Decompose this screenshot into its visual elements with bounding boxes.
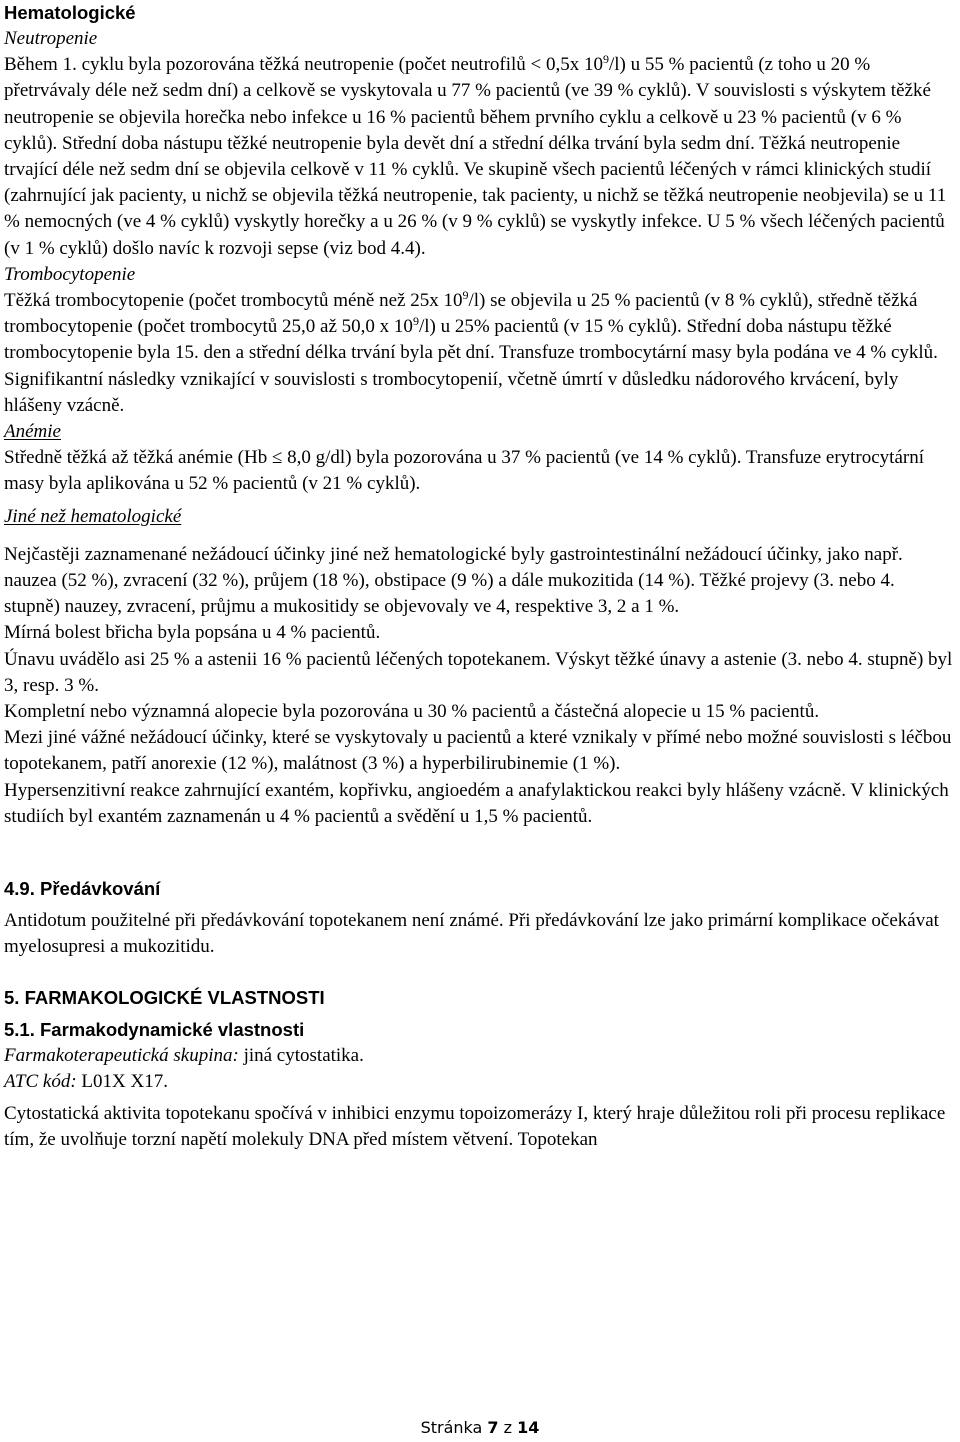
paragraph-non-hematologic-1: Nejčastěji zaznamenané nežádoucí účinky jiné než hematologické byly gastrointestinální nežádoucí účinky, jako např. nauzea (52 %), zvracení (32 %), průjem (18 %), obstipace (9 %) a dále mukozitida (14 %). Těžké projevy (3. nebo 4. stupně) nauzey, zvracení, průjmu a mukositidy se objevovaly ve 4, respektive 3, 2 a 1 %.: [4, 543, 903, 618]
subheading-neutropenia: Neutropenie: [4, 28, 98, 49]
subheading-thrombocytopenia: Trombocytopenie: [4, 263, 136, 285]
document-page: [4, 0, 954, 1153]
subheading-anemia: Anémie: [4, 421, 61, 443]
page-number: 7: [487, 1418, 499, 1437]
section-heading-pharmacology: 5. FARMAKOLOGICKÉ VLASTNOSTI: [4, 986, 325, 1008]
paragraph-anemia: Středně těžká až těžká anémie (Hb ≤ 8,0 g/dl) byla pozorována u 37 % pacientů (ve 14 % cyklů). Transfuze erytrocytární masy byla aplikována u 52 % pacientů (v 21 % cyklů).: [4, 447, 924, 495]
paragraph-non-hematologic-4: Kompletní nebo významná alopecie byla pozorována u 30 % pacientů a částečná alopecie u 15 % pacientů.: [4, 701, 820, 723]
page-total: 14: [517, 1418, 540, 1437]
paragraph-thrombocytopenia: Těžká trombocytopenie (počet trombocytů méně než 25x $10^9/l$) se objevila u 25 % pacientů (v 8 % cyklů), středně těžká trombocytopenie (počet trombocytů 25,0 až 50,0 x $10^9/l$) u 25% pacientů (v 15 % cyklů). Střední doba nástupu těžké trombocytopenie byla 15. den a střední délka trvání byla pět dní. Transfuze trombocytární masy byla podána ve 4 % cyklů. Signifikantní následky vznikající v souvislosti s trombocytopenií, včetně úmrtí v důsledku nádorového krvácení, byly hlášeny vzácně.: [4, 288, 938, 416]
paragraph-overdose: Antidotum použitelné při předávkování topotekanem není známé. Při předávkování lze jako primární komplikace očekávat myelosupresi a mukozitidu.: [4, 910, 939, 958]
section-heading-overdose: 4.9. Předávkování: [4, 878, 161, 900]
paragraph-neutropenia: Během 1. cyklu byla pozorována těžká neutropenie (počet neutrofilů < 0,5x $10^9/l$) u 55 % pacientů (z toho u 20 % přetrvávaly déle než sedm dní) a celkově se vyskytovala u 77 % pacientů (ve 39 % cyklů). V souvislosti s výskytem těžké neutropenie se objevila horečka nebo infekce u 16 % pacientů během prvního cyklu a celkově u 23 % pacientů (v 6 % cyklů). Střední doba nástupu těžké neutropenie byla devět dní a střední délka trvání byla sedm dní. Těžká neutropenie trvající déle než sedm dní se objevila celkově v 11 % cyklů. Ve skupině všech pacientů léčených v rámci klinických studií (zahrnující jak pacienty, u nichž se objevila těžká neutropenie, tak pacienty, u nichž se těžká neutropenie neobjevila) se u 11 % nemocných (ve 4 % cyklů) vyskytly horečky a u 26 % (v 9 % cyklů) se vyskytly infekce. U 5 % všech léčených pacientů (v 1 % cyklů) došlo navíc k rozvoji sepse (viz bod 4.4).: [4, 52, 947, 259]
page-footer: Stránka 7 z 14: [420, 1418, 540, 1437]
subsection-heading-pharmacodynamics: 5.1. Farmakodynamické vlastnosti: [4, 1018, 305, 1040]
atc-code: ATC kód: L01X X17.: [4, 1070, 168, 1092]
pharmacotherapeutic-group: Farmakoterapeutická skupina: jiná cytostatika.: [4, 1044, 364, 1066]
paragraph-non-hematologic-6: Hypersenzitivní reakce zahrnující exantém, kopřivku, angioedém a anafylaktickou reakci byly hlášeny vzácně. V klinických studiích byl exantém zaznamenán u 4 % pacientů a svědění u 1,5 % pacientů.: [4, 779, 949, 827]
paragraph-non-hematologic-3: Únavu uvádělo asi 25 % a astenii 16 % pacientů léčených topotekanem. Výskyt těžké únavy a astenie (3. nebo 4. stupně) byl 3, resp. 3 %.: [4, 648, 953, 696]
paragraph-pharmacodynamics: Cytostatická aktivita topotekanu spočívá v inhibici enzymu topoizomerázy I, který hraje důležitou roli při procesu replikace tím, že uvolňuje torzní napětí molekuly DNA před místem větvení. Topotekan: [4, 1102, 946, 1151]
subheading-non-hematologic: Jiné než hematologické: [4, 505, 182, 527]
paragraph-non-hematologic-5: Mezi jiné vážné nežádoucí účinky, které se vyskytovaly u pacientů a které vznikaly v přímé nebo možné souvislosti s léčbou topotekanem, patří anorexie (12 %), malátnost (3 %) a hyperbilirubinemie (1 %).: [4, 727, 952, 775]
section-heading-hematologic: Hematologické: [4, 2, 136, 23]
paragraph-non-hematologic-2: Mírná bolest břicha byla popsána u 4 % pacientů.: [4, 622, 381, 644]
